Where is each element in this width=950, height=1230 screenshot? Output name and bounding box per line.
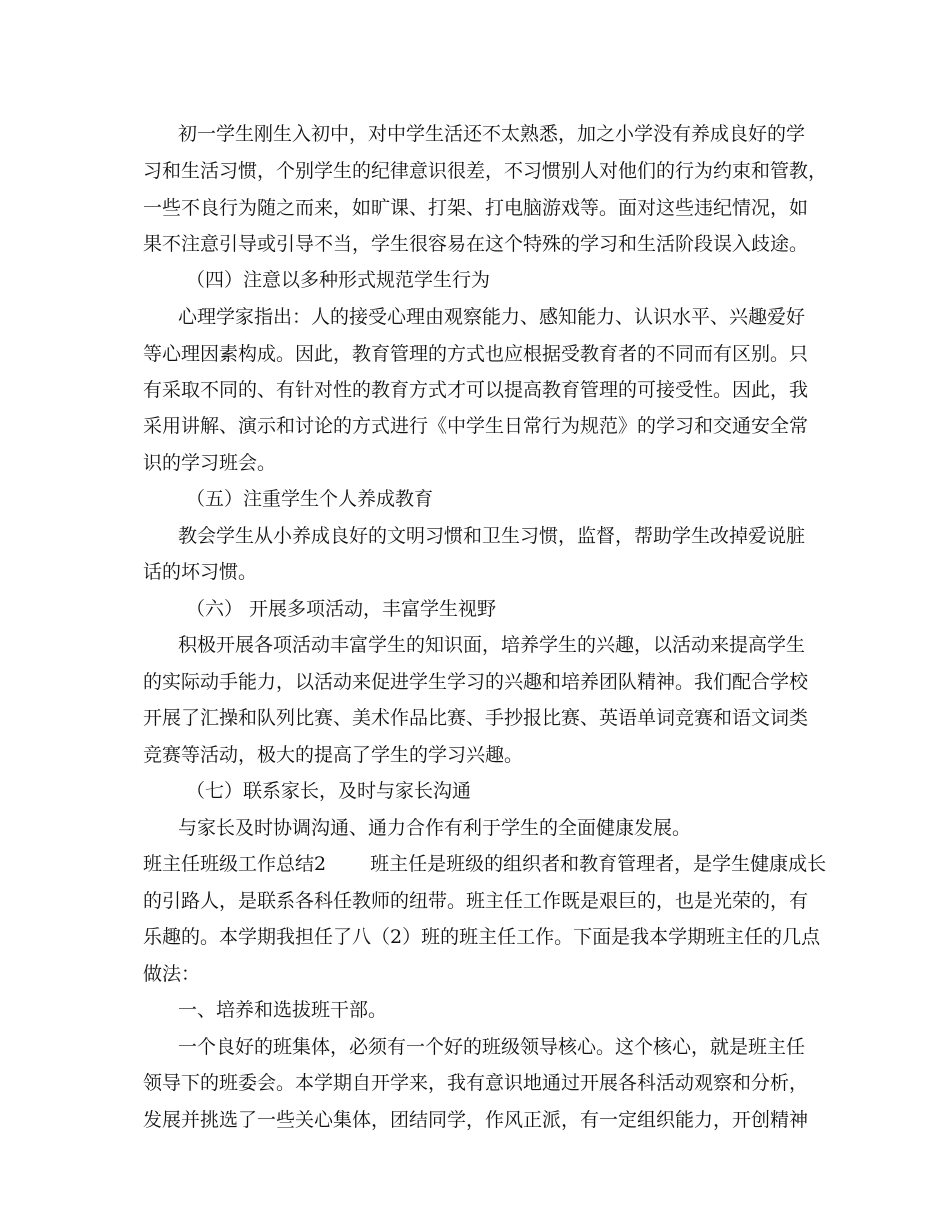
text-line: 识的学习班会。 bbox=[143, 452, 277, 474]
text-line: 采用讲解、演示和讨论的方式进行《中学生日常行为规范》的学习和交通安全常 bbox=[143, 415, 809, 437]
text-line: 的引路人，是联系各科任教师的纽带。班主任工作既是艰巨的，也是光荣的，有 bbox=[143, 890, 809, 912]
text-line: 乐趣的。本学期我担任了八（2）班的班主任工作。下面是我本学期班主任的几点 bbox=[143, 926, 821, 948]
text-line: 习和生活习惯，个别学生的纪律意识很差，不习惯别人对他们的行为约束和管教， bbox=[143, 160, 828, 182]
section-heading: 一、培养和选拔班干部。 bbox=[178, 999, 388, 1021]
text-line-content: 班主任是班级的组织者和教育管理者，是学生健康成长 bbox=[370, 853, 827, 875]
text-line: 话的坏习惯。 bbox=[143, 561, 258, 583]
text-line: 积极开展各项活动丰富学生的知识面，培养学生的兴趣，以活动来提高学生 bbox=[178, 634, 806, 656]
text-line: 开展了汇操和队列比赛、美术作品比赛、手抄报比赛、英语单词竞赛和语文词类 bbox=[143, 707, 809, 729]
text-line: 竞赛等活动，极大的提高了学生的学习兴趣。 bbox=[143, 744, 524, 766]
text-line: 发展并挑选了一些关心集体，团结同学，作风正派，有一定组织能力，开创精神 bbox=[143, 1109, 809, 1131]
text-line: 一些不良行为随之而来，如旷课、打架、打电脑游戏等。面对这些违纪情况，如 bbox=[143, 197, 809, 219]
text-line: 有采取不同的、有针对性的教育方式才可以提高教育管理的可接受性。因此，我 bbox=[143, 379, 809, 401]
text-line: 做法： bbox=[143, 963, 201, 985]
text-line bbox=[0, 852, 950, 876]
section-heading: （四）注意以多种形式规范学生行为 bbox=[186, 269, 491, 291]
text-line: 一个良好的班集体，必须有一个好的班级领导核心。这个核心，就是班主任 bbox=[178, 1036, 806, 1058]
text-line: 与家长及时协调沟通、通力合作有利于学生的全面健康发展。 bbox=[178, 817, 692, 839]
text-line: 心理学家指出：人的接受心理由观察能力、感知能力、认识水平、兴趣爱好 bbox=[178, 306, 806, 328]
section-heading: （六） 开展多项活动，丰富学生视野 bbox=[186, 598, 497, 620]
text-line: 领导下的班委会。本学期自开学来，我有意识地通过开展各科活动观察和分析， bbox=[143, 1072, 809, 1094]
section-heading: （五）注重学生个人养成教育 bbox=[186, 488, 434, 510]
text-line: 的实际动手能力，以活动来促进学生学习的兴趣和培养团队精神。我们配合学校 bbox=[143, 671, 809, 693]
text-line: 教会学生从小养成良好的文明习惯和卫生习惯，监督，帮助学生改掉爱说脏 bbox=[178, 525, 806, 547]
text-line: 等心理因素构成。因此，教育管理的方式也应根据受教育者的不同而有区别。只 bbox=[143, 343, 809, 365]
document-title: 班主任班级工作总结2 bbox=[143, 853, 327, 875]
text-line: 果不注意引导或引导不当，学生很容易在这个特殊的学习和生活阶段误入歧途。 bbox=[143, 233, 809, 255]
text-line: 初一学生刚生入初中，对中学生活还不太熟悉，加之小学没有养成良好的学 bbox=[178, 123, 806, 145]
section-heading: （七）联系家长，及时与家长沟通 bbox=[186, 780, 472, 802]
